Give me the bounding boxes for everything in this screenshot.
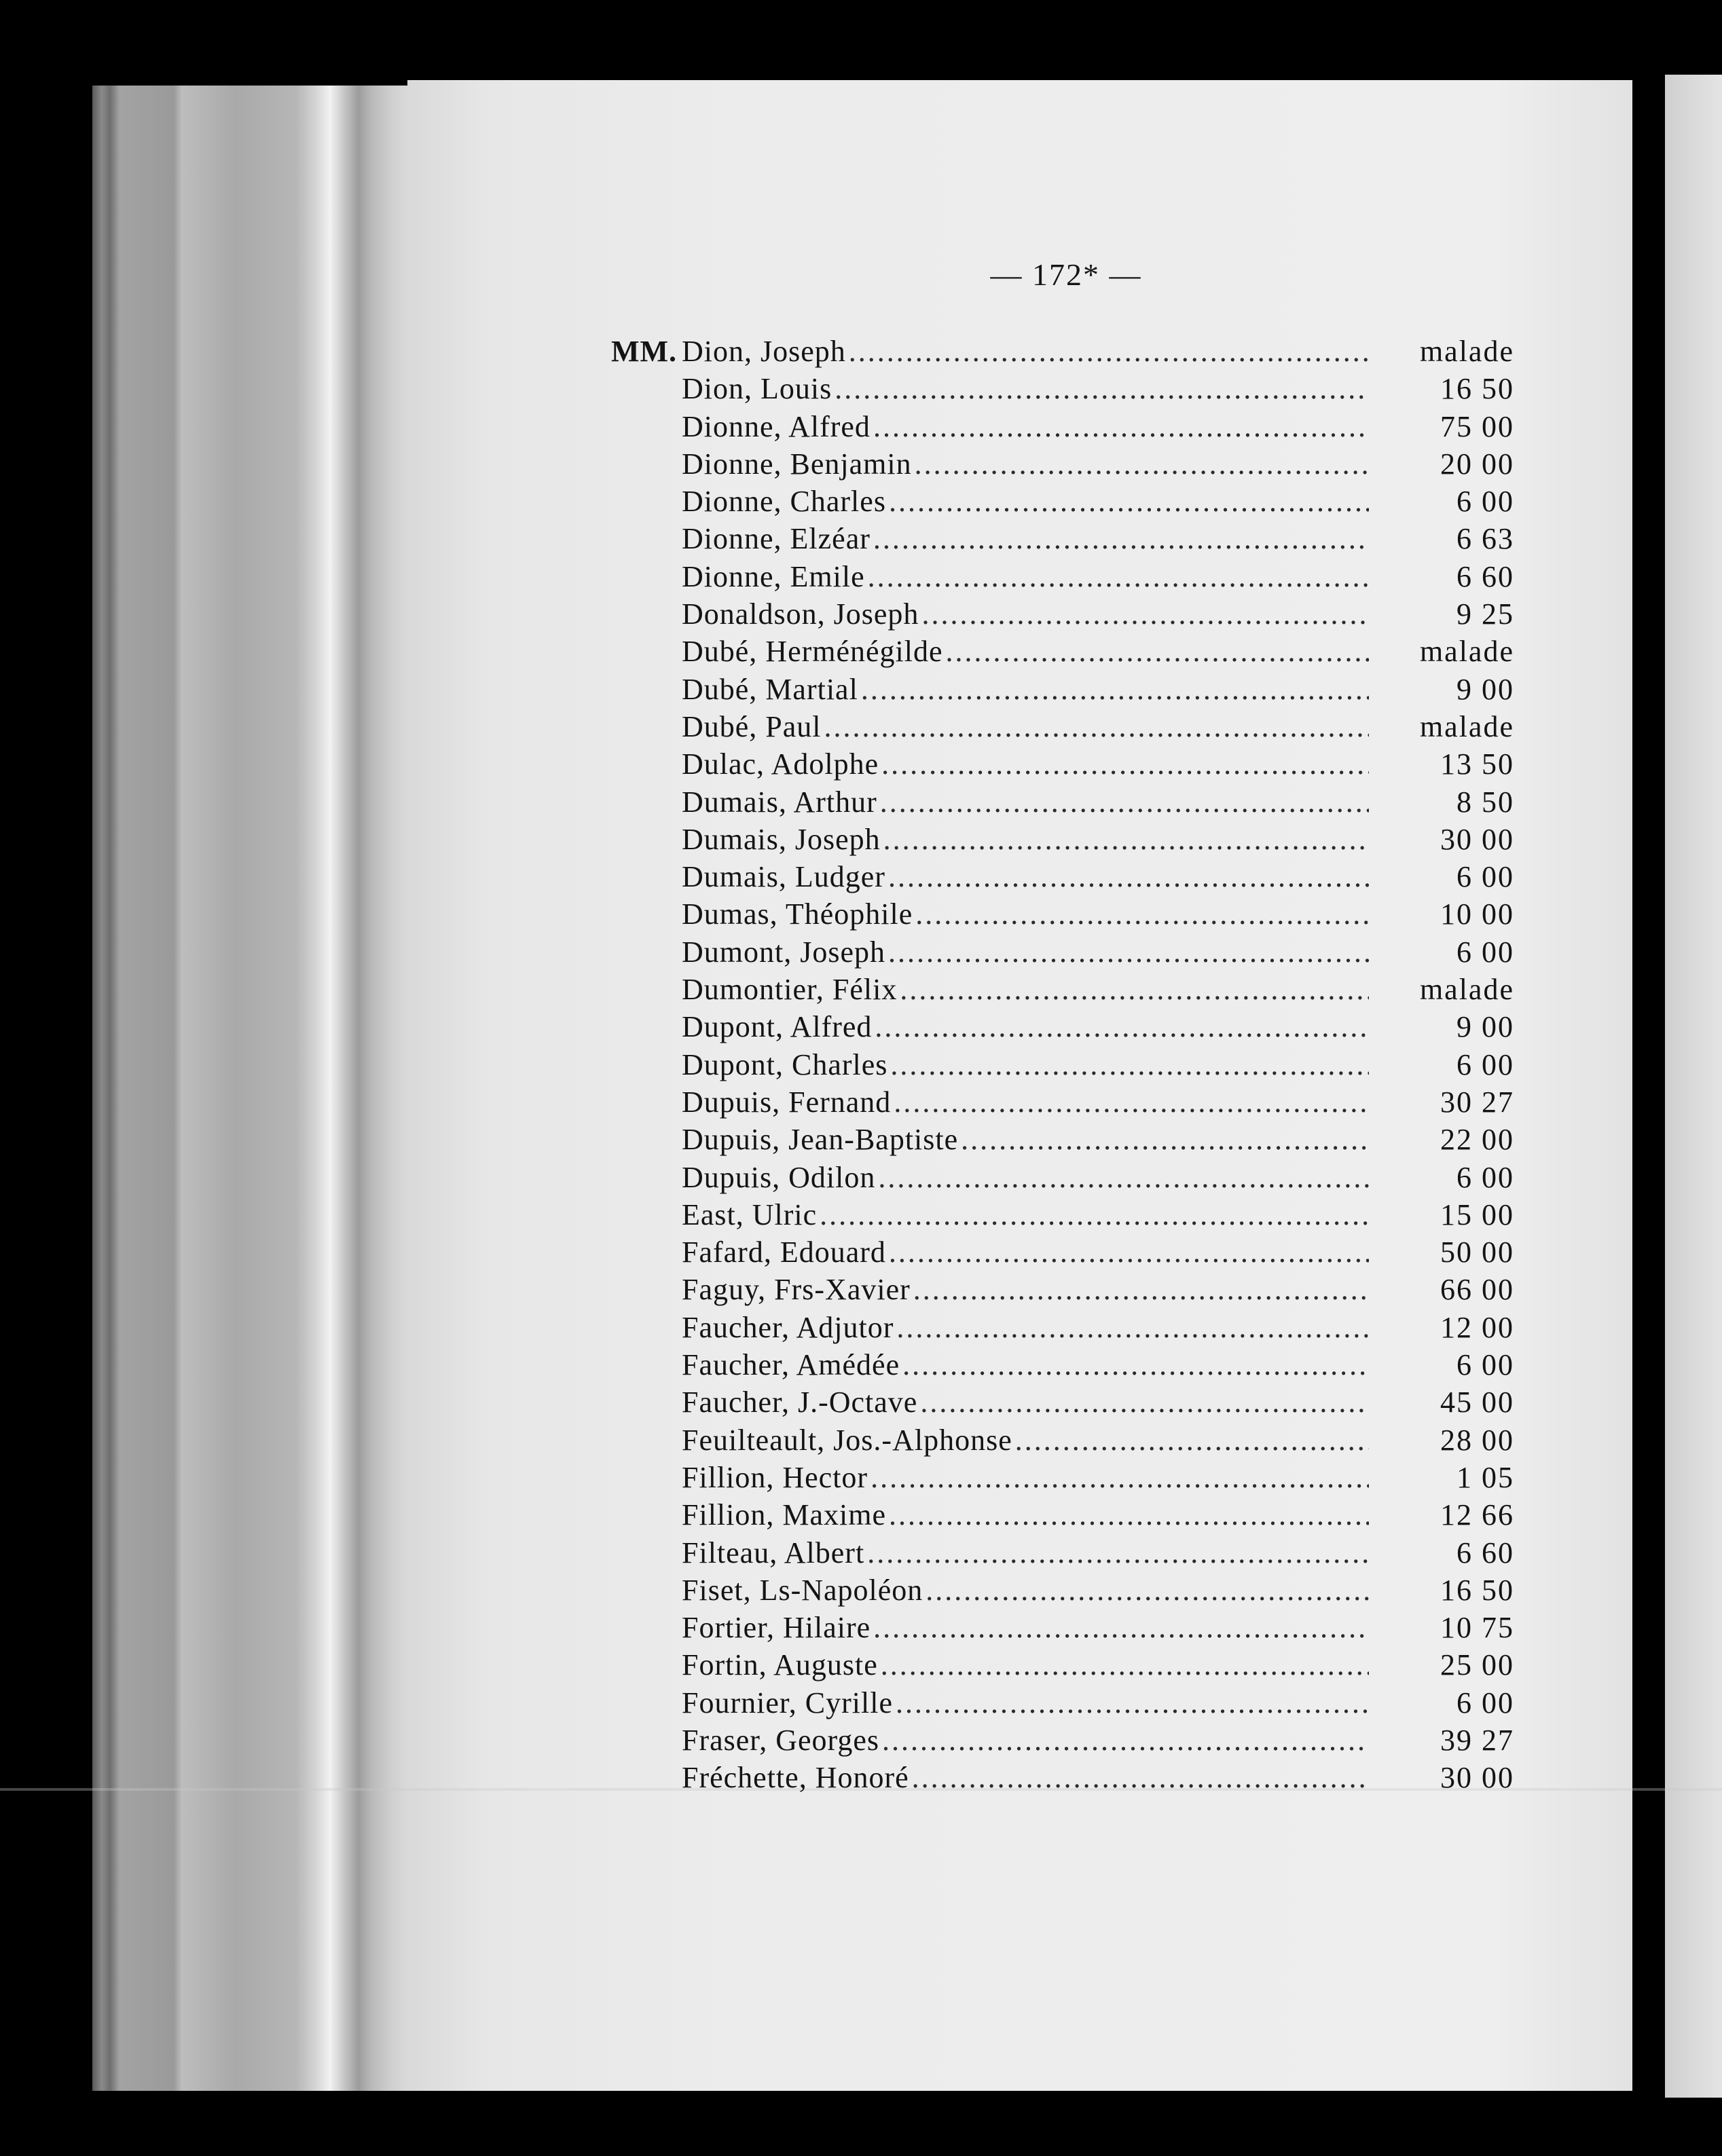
entry-amount: 45 00 [1440, 1386, 1514, 1419]
entry-name: Fréchette, Honoré [682, 1761, 909, 1795]
dot-leader [873, 521, 1369, 556]
dot-leader [926, 1573, 1369, 1607]
dot-leader [883, 822, 1369, 857]
dot-leader [868, 559, 1369, 594]
dot-leader [873, 1610, 1369, 1645]
entry-name: Dulac, Adolphe [682, 747, 879, 781]
entry-amount: 9 25 [1457, 597, 1514, 631]
entry-name: Dumais, Joseph [682, 822, 881, 856]
entry-name: Filteau, Albert [682, 1536, 865, 1569]
list-item [611, 747, 1514, 784]
entry-amount: 6 00 [1457, 1686, 1514, 1720]
dot-leader [890, 1047, 1369, 1082]
list-item [611, 1085, 1514, 1122]
entry-amount: 30 00 [1440, 1761, 1514, 1795]
entry-name: Dumas, Théophile [682, 897, 913, 931]
dot-leader [894, 1085, 1369, 1119]
entry-name: Dubé, Herménégilde [682, 635, 943, 669]
entry-name: Dupont, Charles [682, 1047, 888, 1081]
list-item [611, 822, 1514, 859]
entry-name: Dionne, Charles [682, 485, 886, 519]
list-item [611, 897, 1514, 934]
entry-amount: 6 00 [1457, 1160, 1514, 1194]
entry-name: Fillion, Maxime [682, 1498, 886, 1532]
honorific-prefix: MM. [611, 335, 678, 368]
entry-name: Fortin, Auguste [682, 1648, 878, 1682]
list-item [611, 935, 1514, 972]
entry-amount: 15 00 [1440, 1197, 1514, 1231]
entry-name: Fafard, Edouard [682, 1235, 886, 1269]
dot-leader [961, 1122, 1369, 1157]
list-item [611, 1348, 1514, 1385]
list-item [611, 1235, 1514, 1272]
entry-amount: 6 60 [1457, 559, 1514, 593]
list-item [611, 334, 1514, 371]
dot-leader [902, 1348, 1369, 1382]
entry-amount: 6 00 [1457, 485, 1514, 519]
dot-leader [849, 334, 1369, 369]
entry-name: Dion, Louis [682, 372, 832, 406]
dot-leader [896, 1310, 1369, 1345]
entry-amount: 22 00 [1440, 1123, 1514, 1157]
dot-leader [880, 785, 1369, 819]
entry-name: Fortier, Hilaire [682, 1611, 871, 1645]
entry-amount: 6 60 [1457, 1536, 1514, 1569]
dot-leader [835, 371, 1369, 406]
list-item [611, 447, 1514, 484]
entry-name: Fournier, Cyrille [682, 1686, 893, 1720]
dot-leader [882, 1723, 1369, 1758]
dot-leader [915, 447, 1369, 481]
list-item [611, 1197, 1514, 1235]
dot-leader [889, 1498, 1369, 1532]
list-item [611, 634, 1514, 671]
entry-amount: 6 00 [1457, 935, 1514, 969]
entry-name: Donaldson, Joseph [682, 597, 919, 631]
entry-amount: 25 00 [1440, 1648, 1514, 1682]
entry-amount: 6 00 [1457, 1047, 1514, 1081]
dot-leader [878, 1160, 1369, 1195]
list-item [611, 1760, 1514, 1798]
dot-leader [889, 1235, 1369, 1269]
entry-amount: 16 50 [1440, 372, 1514, 406]
entry-amount: malade [1419, 635, 1514, 669]
entry-amount: 8 50 [1457, 785, 1514, 819]
list-item [611, 1272, 1514, 1309]
list-item [611, 1423, 1514, 1460]
adjacent-page-edge [1665, 75, 1722, 2098]
list-item [611, 371, 1514, 409]
entry-amount: 30 27 [1440, 1085, 1514, 1119]
entry-amount: 12 66 [1440, 1498, 1514, 1532]
entry-amount: malade [1419, 709, 1514, 743]
entry-amount: 39 27 [1440, 1723, 1514, 1757]
entry-name: Fiset, Ls-Napoléon [682, 1573, 923, 1607]
entry-name: Dionne, Alfred [682, 409, 871, 443]
dot-leader [896, 1686, 1369, 1720]
list-item [611, 409, 1514, 447]
entry-amount: 66 00 [1440, 1273, 1514, 1307]
entry-name: Fraser, Georges [682, 1723, 880, 1757]
entry-amount: 75 00 [1440, 409, 1514, 443]
entry-name: Faucher, Amédée [682, 1348, 900, 1382]
entry-amount: 6 00 [1457, 1348, 1514, 1382]
entry-amount: 6 00 [1457, 860, 1514, 894]
list-item [611, 1610, 1514, 1648]
entry-name: Faucher, J.-Octave [682, 1386, 918, 1419]
entry-name: Dionne, Benjamin [682, 447, 912, 481]
list-item [611, 785, 1514, 822]
list-item [611, 1047, 1514, 1085]
entry-name: Dupuis, Odilon [682, 1160, 876, 1194]
list-item [611, 859, 1514, 897]
entry-name: Dubé, Martial [682, 672, 858, 706]
dot-leader [875, 1009, 1369, 1044]
dot-leader [824, 709, 1369, 744]
list-item [611, 1460, 1514, 1498]
entry-name: East, Ulric [682, 1197, 818, 1231]
list-item [611, 1686, 1514, 1723]
entry-name: Fillion, Hector [682, 1460, 868, 1494]
list-item [611, 1310, 1514, 1348]
dot-leader [888, 859, 1369, 894]
entry-amount: 20 00 [1440, 447, 1514, 481]
dot-leader [946, 634, 1369, 669]
entry-name: Dumais, Arthur [682, 785, 877, 819]
entry-name: Dupuis, Fernand [682, 1085, 892, 1119]
entry-amount: 10 00 [1440, 897, 1514, 931]
entry-name: Dionne, Emile [682, 559, 865, 593]
entry-name: Faucher, Adjutor [682, 1310, 894, 1344]
entry-name: Dionne, Elzéar [682, 522, 871, 556]
entry-name: Faguy, Frs-Xavier [682, 1273, 911, 1307]
list-item [611, 1648, 1514, 1685]
entry-amount: 13 50 [1440, 747, 1514, 781]
dot-leader [912, 1760, 1369, 1795]
list-item [611, 1122, 1514, 1159]
dot-leader [820, 1197, 1369, 1232]
entry-name: Dubé, Paul [682, 709, 822, 743]
list-item [611, 559, 1514, 597]
list-item [611, 484, 1514, 521]
entry-amount: malade [1419, 973, 1514, 1007]
entry-amount: 6 63 [1457, 522, 1514, 556]
dot-leader [889, 484, 1369, 519]
dot-leader [861, 672, 1369, 707]
list-item [611, 597, 1514, 634]
entry-name: Feuilteault, Jos.-Alphonse [682, 1423, 1012, 1457]
dot-leader [871, 1460, 1369, 1495]
entry-amount: 1 05 [1457, 1460, 1514, 1494]
entry-amount: 9 00 [1457, 1010, 1514, 1044]
subscriber-list [611, 334, 1514, 1798]
entry-amount: 28 00 [1440, 1423, 1514, 1457]
entry-name: Dumais, Ludger [682, 860, 885, 894]
list-item [611, 521, 1514, 559]
entry-amount: 50 00 [1440, 1235, 1514, 1269]
list-item [611, 709, 1514, 747]
entry-name: Dupont, Alfred [682, 1010, 873, 1044]
dot-leader [1015, 1423, 1369, 1457]
dot-leader [921, 597, 1369, 631]
list-item [611, 972, 1514, 1009]
dot-leader [913, 1272, 1369, 1307]
page-number: — 172* — [990, 257, 1142, 292]
dot-leader [920, 1385, 1369, 1419]
entry-name: Dumont, Joseph [682, 935, 885, 969]
list-item [611, 1536, 1514, 1573]
dot-leader [900, 972, 1369, 1007]
dot-leader [867, 1536, 1369, 1570]
entry-amount: 16 50 [1440, 1573, 1514, 1607]
entry-amount: 10 75 [1440, 1611, 1514, 1645]
list-item [611, 1009, 1514, 1047]
dot-leader [881, 747, 1369, 781]
dot-leader [873, 409, 1369, 444]
entry-name: Dumontier, Félix [682, 973, 898, 1007]
dot-leader [881, 1648, 1369, 1682]
list-item [611, 1498, 1514, 1535]
entry-amount: 12 00 [1440, 1310, 1514, 1344]
entry-amount: malade [1419, 335, 1514, 368]
list-item [611, 1385, 1514, 1422]
dot-leader [888, 935, 1369, 969]
list-item [611, 1160, 1514, 1197]
list-item [611, 1573, 1514, 1610]
entry-name: Dion, Joseph [682, 335, 846, 368]
list-item [611, 1723, 1514, 1760]
entry-name: Dupuis, Jean-Baptiste [682, 1123, 959, 1157]
list-item [611, 672, 1514, 709]
entry-amount: 9 00 [1457, 672, 1514, 706]
entry-amount: 30 00 [1440, 822, 1514, 856]
dot-leader [915, 897, 1369, 931]
